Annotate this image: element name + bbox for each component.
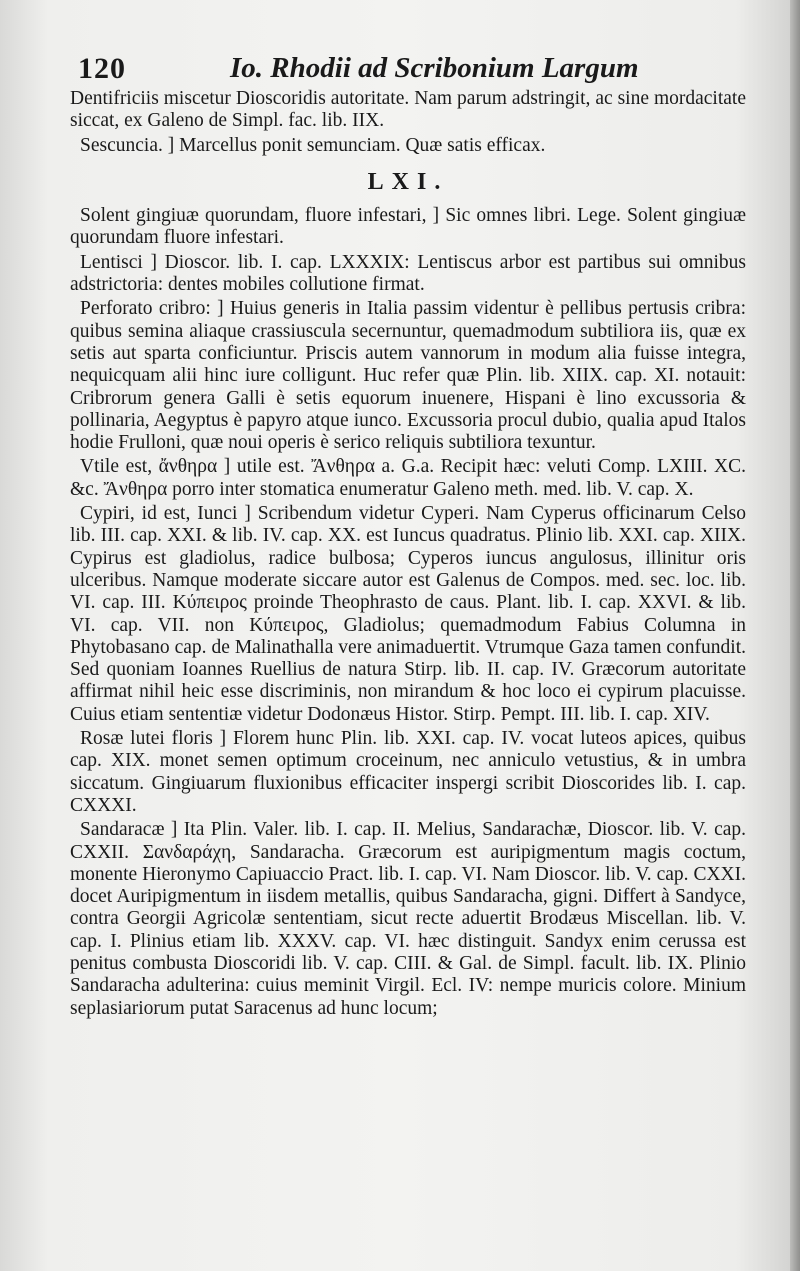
body-paragraph: Vtile est, ἄνθηρα ] utile est. Ἄνθηρα a. G.a. Recipit hæc: veluti Comp. LXIII. XC. &c. Ἄνθηρα porro inter stomatica enumeratur Galeno meth. med. lib. V. cap. X.: [70, 456, 746, 500]
body-paragraph: Cypiri, id est, Iunci ] Scribendum videtur Cyperi. Nam Cyperus officinarum Celso lib. III. cap. XXI. & lib. IV. cap. XX. est Iuncus quadratus. Plinio lib. XXI. cap. XIIX. Cypirus est gladiolus, radice bulbosa; Cyperos iuncus angulosus, illinitur oris ulceribus. Namque moderate siccare autor est Galenus de Compos. med. sec. loc. lib. VI. cap. III. Κύπειρος proinde Theophrasto de caus. Plant. lib. I. cap. XXVI. & lib. VI. cap. VII. non Κύπειρος, Gladiolus; quemadmodum Fabius Columna in Phytobasano cap. de Malinathalla vere animaduertit. Vtrumque Gaza tamen confundit. Sed quoniam Ioannes Ruellius de natura Stirp. lib. II. cap. IV. Græcorum autoritate affirmat nihil heic esse discriminis, non mirandum & hoc loco ei cypirum placuisse. Cuius etiam sententiæ videtur Dodonæus Histor. Stirp. Pempt. III. lib. I. cap. XIV.: [70, 503, 746, 725]
page-number: 120: [78, 52, 126, 85]
intro-paragraph: Sescuncia. ] Marcellus ponit semunciam. Quæ satis efficax.: [80, 134, 546, 156]
body-paragraph: Sandaracæ ] Ita Plin. Valer. lib. I. cap. II. Melius, Sandarachæ, Dioscor. lib. V. cap. CXXII. Σανδαράχη, Sandaracha. Græcorum est auripigmentum magis coctum, monente Hieronymo Capiuaccio Pract. lib. I. cap. VI. Nam Dioscor. lib. V. cap. CXXI. docet Auripigmentum in iisdem metallis, quibus Sandaracha, gigni. Differt à Sandyce, contra Georgii Agricolæ sententiam, sicut recte aduertit Brodæus Miscellan. lib. V. cap. I. Plinius etiam lib. XXXV. cap. VI. hæc distinguit. Sandyx enim cerussa est penitus combusta Dioscoridi lib. V. cap. CIII. & Gal. de Simpl. facult. lib. IX. Plinio Sandaracha adulterina: cuius meminit Virgil. Ecl. IV: nempe muricis colore. Minium seplasiariorum putat Saracenus ad hunc locum;: [70, 819, 746, 1019]
body-paragraph: Solent gingiuæ quorundam, fluore infestari, ] Sic omnes libri. Lege. Solent gingiuæ quorundam fluore infestari.: [70, 205, 746, 249]
running-title: Io. Rhodii ad Scribonium Largum: [230, 52, 639, 84]
body-paragraph: Perforato cribro: ] Huius generis in Italia passim videntur è pellibus pertusis cribra: quibus semina aliaque crassiuscula secernuntur, quemadmodum subtiliora iis, quæ ex setis aut sparta conficiuntur. Priscis autem vannorum in modum alia fuisse integra, nequicquam alii hinc iure colligunt. Huc refer quæ Plin. lib. XIIX. cap. XI. notauit: Cribrorum genera Galli è setis equorum inuenere, Hispani è lino excussoria & pollinaria, Aegyptus è papyro atque iunco. Excussoria procul dubio, qualia apud Italos hodie Frulloni, quæ noui operis è serico reliquis subtiliora texuntur.: [70, 298, 746, 454]
section-heading: LXI.: [367, 168, 449, 195]
page-spine-shadow: [790, 0, 800, 1271]
body-paragraph: Lentisci ] Dioscor. lib. I. cap. LXXXIX: Lentiscus arbor est partibus sui omnibus adstrictoria: dentes mobiles collutione firmat.: [70, 251, 746, 296]
text-block: [70, 88, 746, 1022]
page-header: [78, 52, 738, 88]
intro-paragraph: Dentifriciis miscetur Dioscoridis autoritate. Nam parum adstringit, ac sine mordacitate siccat, ex Galeno de Simpl. fac. lib. IIX.: [70, 88, 746, 132]
body-paragraph: Rosæ lutei floris ] Florem hunc Plin. lib. XXI. cap. IV. vocat luteos apices, quibus cap. XIX. monet semen optimum croceinum, nec anniculo vetustius, & in umbra siccatum. Gingiuarum fluxionibus efficaciter inspergi scribit Dioscorides lib. I. cap. CXXXI.: [70, 728, 746, 816]
